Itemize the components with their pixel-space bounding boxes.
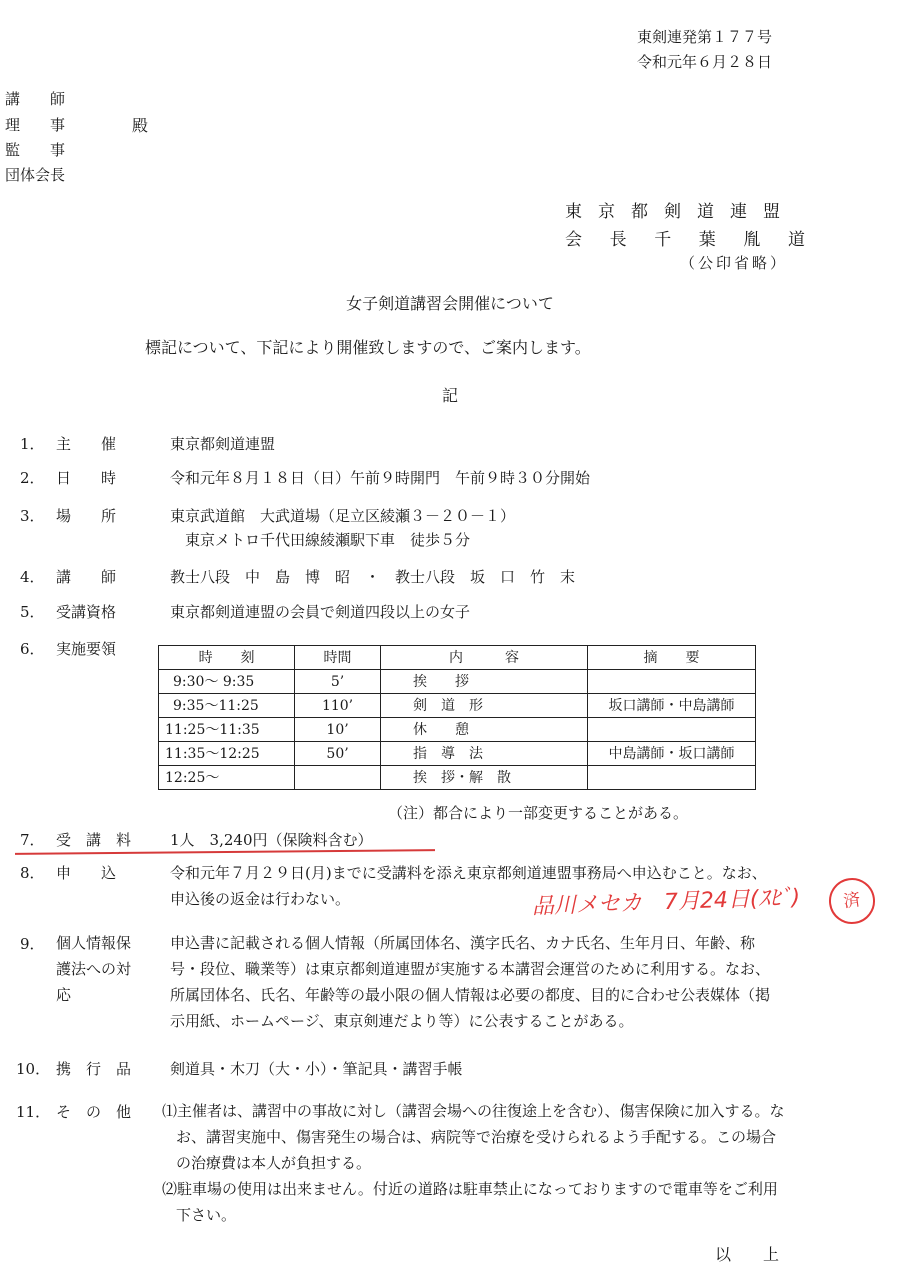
- item-label: 携 行 品: [56, 1060, 132, 1078]
- seal-omitted-note: （公印省略）: [680, 254, 789, 272]
- table-row: [159, 694, 756, 718]
- issue-date: 令和元年６月２８日: [637, 53, 773, 71]
- sender-organization: [565, 204, 805, 221]
- sender-title-char: 会: [565, 230, 582, 250]
- item-value-datetime: 令和元年８月１８日（日）午前９時開門 午前９時３０分開始: [170, 469, 591, 487]
- received-stamp: 済: [826, 875, 878, 927]
- item-number: 7．: [20, 831, 45, 849]
- item-label: 申 込: [56, 864, 117, 882]
- addressee-directors: 理 事: [5, 116, 66, 134]
- item-value-venue-access: 東京メトロ千代田線綾瀬駅下車 徒歩５分: [185, 531, 471, 549]
- schedule-table: [158, 645, 756, 790]
- document-reference-number: 東剣連発第１７７号: [637, 28, 773, 46]
- item-number: 6．: [20, 640, 45, 658]
- item-number: 11．: [16, 1103, 51, 1121]
- schedule-time: 11:35～12:25: [159, 742, 295, 766]
- item-value-lecturers: 教士八段 中 島 博 昭 ・ 教士八段 坂 口 竹 末: [170, 568, 576, 586]
- schedule-remarks: [587, 766, 755, 790]
- schedule-footnote: （注）都合により一部変更することがある。: [388, 804, 689, 822]
- sender-name-char: 道: [787, 230, 805, 250]
- item-value-privacy: 申込書に記載される個人情報（所属団体名、漢字氏名、カナ氏名、生年月日、年齢、称号・段位、職業等）は東京都剣道連盟が実施する本講習会運営のために利用する。なお、所属団体名、氏名、年齢等の最小限の個人情報は必要の都度、目的に合わせ公表媒体（掲示用紙、ホームページ、東京剣連だより等）に公表することがある。: [170, 934, 771, 1030]
- item-label: 日 時: [56, 469, 117, 487]
- table-row: [159, 742, 756, 766]
- schedule-content: 剣 道 形: [380, 694, 587, 718]
- closing-text: 以 上: [715, 1245, 780, 1264]
- sender-name-line: [565, 232, 805, 249]
- addressee-lecturers: 講 師: [5, 90, 66, 108]
- item-number: 3．: [20, 507, 45, 525]
- schedule-time: 9:30～ 9:35: [159, 670, 295, 694]
- schedule-duration: 110’: [295, 694, 381, 718]
- item-value-other-insurance: ⑴主催者は、講習中の事故に対し（講習会場への往復途上を含む）、傷害保険に加入する。なお、講習実施中、傷害発生の場合は、病院等で治療を受けられるよう手配する。この場合の治療費は本人が負担する。: [162, 1102, 785, 1172]
- item-label: 講 師: [56, 568, 117, 586]
- handwritten-annotation: 品川メセカ 7月24日(ｽﾋﾞ): [531, 885, 801, 920]
- schedule-duration: [295, 766, 381, 790]
- ki-heading: 記: [441, 386, 458, 405]
- table-row: [159, 670, 756, 694]
- schedule-time: 9:35～11:25: [159, 694, 295, 718]
- schedule-header-remarks: 摘 要: [587, 646, 755, 670]
- schedule-header-duration: 時間: [295, 646, 381, 670]
- schedule-header-content: 内 容: [380, 646, 587, 670]
- item-number: 10．: [16, 1060, 51, 1078]
- item-label: 場 所: [56, 507, 117, 525]
- item-number: 1．: [20, 435, 45, 453]
- schedule-remarks: 坂口講師・中島講師: [587, 694, 755, 718]
- schedule-duration: 10’: [295, 718, 381, 742]
- schedule-remarks: 中島講師・坂口講師: [587, 742, 755, 766]
- sender-title-char: 長: [609, 230, 627, 250]
- addressee-honorific: 殿: [132, 116, 149, 135]
- schedule-remarks: [587, 718, 755, 742]
- closing-mark: [715, 1247, 795, 1263]
- item-number: 2．: [20, 469, 45, 487]
- schedule-header-row: [159, 646, 756, 670]
- schedule-time: 11:25～11:35: [159, 718, 295, 742]
- schedule-time: 12:25～: [159, 766, 295, 790]
- schedule-duration: 50’: [295, 742, 381, 766]
- item-value-eligibility: 東京都剣道連盟の会員で剣道四段以上の女子: [170, 603, 471, 621]
- schedule-remarks: [587, 670, 755, 694]
- item-label: 個人情報保護法への対応: [56, 934, 132, 1004]
- item-label: そ の 他: [56, 1103, 132, 1121]
- intro-text: 標記について、下記により開催致しますので、ご案内します。: [145, 338, 591, 357]
- item-value-fee: 1人 3,240円（保険料含む）: [170, 831, 373, 849]
- item-number: 9．: [20, 935, 45, 953]
- item-label: 受講資格: [56, 603, 117, 621]
- addressee-auditors: 監 事: [5, 141, 66, 159]
- sender-org-text: 東京都剣道連盟: [565, 202, 796, 222]
- item-value-organizer: 東京都剣道連盟: [170, 435, 276, 453]
- sender-name-char: 葉: [698, 230, 716, 250]
- schedule-content: 指 導 法: [380, 742, 587, 766]
- red-underline-mark: [15, 849, 435, 855]
- table-row: [159, 718, 756, 742]
- item-number: 8．: [20, 864, 45, 882]
- item-number: 4．: [20, 568, 45, 586]
- schedule-header-time: 時 刻: [159, 646, 295, 670]
- schedule-duration: 5’: [295, 670, 381, 694]
- item-number: 5．: [20, 603, 45, 621]
- item-value-other-parking: ⑵駐車場の使用は出来ません。付近の道路は駐車禁止になっておりますので電車等をご利用下さい。: [162, 1180, 778, 1224]
- item-value-items-to-bring: 剣道具・木刀（大・小）・筆記具・講習手帳: [170, 1060, 463, 1078]
- document-title: 女子剣道講習会開催について: [346, 294, 554, 313]
- schedule-content: 休 憩: [380, 718, 587, 742]
- item-label: 受 講 料: [56, 831, 132, 849]
- item-label: 実施要領: [56, 640, 117, 658]
- sender-name-char: 胤: [743, 230, 761, 250]
- addressee-group-heads: 団体会長: [5, 166, 66, 184]
- sender-name-char: 千: [654, 230, 672, 250]
- item-label: 主 催: [56, 435, 117, 453]
- item-value-venue: 東京武道館 大武道場（足立区綾瀬３－２０－１）: [170, 507, 516, 525]
- table-row: [159, 766, 756, 790]
- item-value-application: 令和元年７月２９日(月)までに受講料を添え東京都剣道連盟事務局へ申込むこと。なお、申込後の返金は行わない。: [170, 864, 767, 908]
- schedule-content: 挨 拶・解 散: [380, 766, 587, 790]
- schedule-content: 挨 拶: [380, 670, 587, 694]
